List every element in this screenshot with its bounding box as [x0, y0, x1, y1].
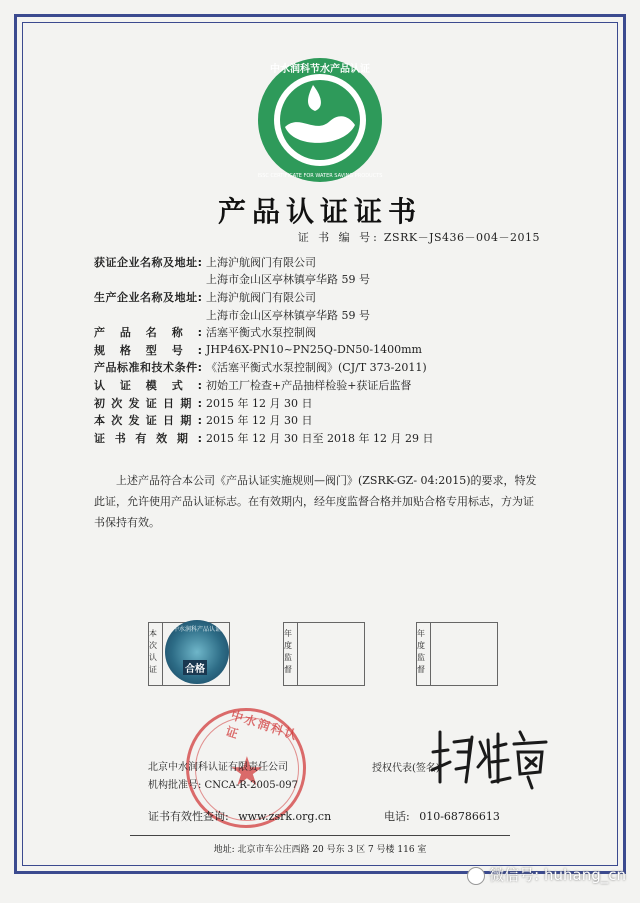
- field-value: 2015 年 12 月 30 日至 2018 年 12 月 29 日: [206, 431, 434, 445]
- field-value: 上海沪航阀门有限公司: [206, 290, 316, 304]
- field-label: 本次发证日期:: [94, 414, 202, 428]
- seal-text: 中水润科认证: [223, 707, 301, 743]
- certification-pass-stamp: [165, 620, 229, 684]
- phone-row: [384, 808, 500, 824]
- certificate-number-value: ZSRK－JS436－004－2015: [383, 231, 540, 244]
- field-row: [94, 341, 564, 359]
- phone-label: 电话:: [384, 810, 410, 823]
- handwritten-signature: [428, 722, 558, 792]
- field-row: [94, 271, 564, 289]
- pass-stamp-text: 合格: [183, 660, 207, 675]
- certificate-title: 产品认证证书: [217, 195, 422, 228]
- certificate-statement: [94, 470, 542, 533]
- certificate-number-label: 证 书 编 号:: [297, 231, 380, 244]
- logo-ring-text-bottom: ISSC CERTIFICATE FOR WATER SAVING PRODUCTS: [257, 173, 383, 179]
- field-row: [94, 429, 564, 447]
- field-value: 2015 年 12 月 30 日: [206, 396, 313, 410]
- certificate-fields: [94, 253, 564, 447]
- field-value: JHP46X-PN10~PN25Q-DN50-1400mm: [206, 343, 422, 357]
- wechat-watermark: [467, 864, 626, 885]
- box-label: 年度监督: [284, 629, 292, 674]
- pass-stamp-ring-text: 中水润科产品认证: [172, 626, 221, 633]
- wechat-watermark-text: 微信号: huhang_cn: [489, 866, 626, 884]
- field-row: [94, 253, 564, 271]
- field-label: 证书有效期:: [94, 431, 202, 445]
- field-value: 活塞平衡式水泵控制阀: [206, 326, 316, 340]
- field-label: 认证模式:: [94, 378, 202, 392]
- certification-logo: [255, 55, 385, 185]
- field-label: 生产企业名称及地址:: [94, 290, 202, 304]
- verify-row: [148, 808, 331, 824]
- issuer-block: [148, 759, 298, 795]
- field-row: [94, 288, 564, 306]
- field-row: [94, 376, 564, 394]
- field-label: 规格型号:: [94, 343, 202, 357]
- certificate-number: [298, 229, 540, 245]
- box-label: 本次认证: [149, 629, 157, 674]
- field-value: 《活塞平衡式水泵控制阀》(CJ/T 373-2011): [206, 361, 427, 375]
- field-row: [94, 306, 564, 324]
- field-row: [94, 323, 564, 341]
- field-label: 初次发证日期:: [94, 396, 202, 410]
- box-label: 年度监督: [417, 629, 425, 674]
- verify-label: 证书有效性查询:: [148, 810, 229, 823]
- field-value: 上海市金山区亭林镇亭华路 59 号: [206, 273, 370, 287]
- wechat-icon: [467, 867, 485, 885]
- field-row: [94, 411, 564, 429]
- issuer-name: 北京中水润科认证有限责任公司: [148, 762, 288, 773]
- field-label: 获证企业名称及地址:: [94, 255, 202, 269]
- field-row: [94, 359, 564, 377]
- logo-ring-text-top: 中水润科节水产品认证: [270, 64, 370, 75]
- field-value: 初始工厂检查+产品抽样检验+获证后监督: [206, 378, 412, 392]
- seal-star-icon: ★: [229, 749, 265, 795]
- field-value: 上海沪航阀门有限公司: [206, 255, 316, 269]
- authorized-representative-label: 授权代表(签名): [372, 763, 440, 774]
- field-label: 产品标准和技术条件:: [94, 361, 202, 375]
- field-value: 2015 年 12 月 30 日: [206, 414, 313, 428]
- statement-text: 上述产品符合本公司《产品认证实施规则—阀门》(ZSRK-GZ- 04:2015)的要求，特发此证，允许使用产品认证标志。在有效期内，经年度监督合格并加贴合格专用标志，方为证书保持有效。: [94, 474, 537, 529]
- field-value: 上海市金山区亭林镇亭华路 59 号: [206, 308, 370, 322]
- footer-divider: [130, 835, 510, 836]
- phone-value: 010-68786613: [419, 810, 500, 823]
- field-row: [94, 394, 564, 412]
- company-address: 地址: 北京市车公庄西路 20 号东 3 区 7 号楼 116 室: [213, 845, 427, 855]
- issuer-approval-number: 机构批准号: CNCA-R-2005-097: [148, 780, 299, 791]
- verify-url[interactable]: www.zsrk.org.cn: [238, 810, 332, 823]
- field-label: 产品名称:: [94, 326, 202, 340]
